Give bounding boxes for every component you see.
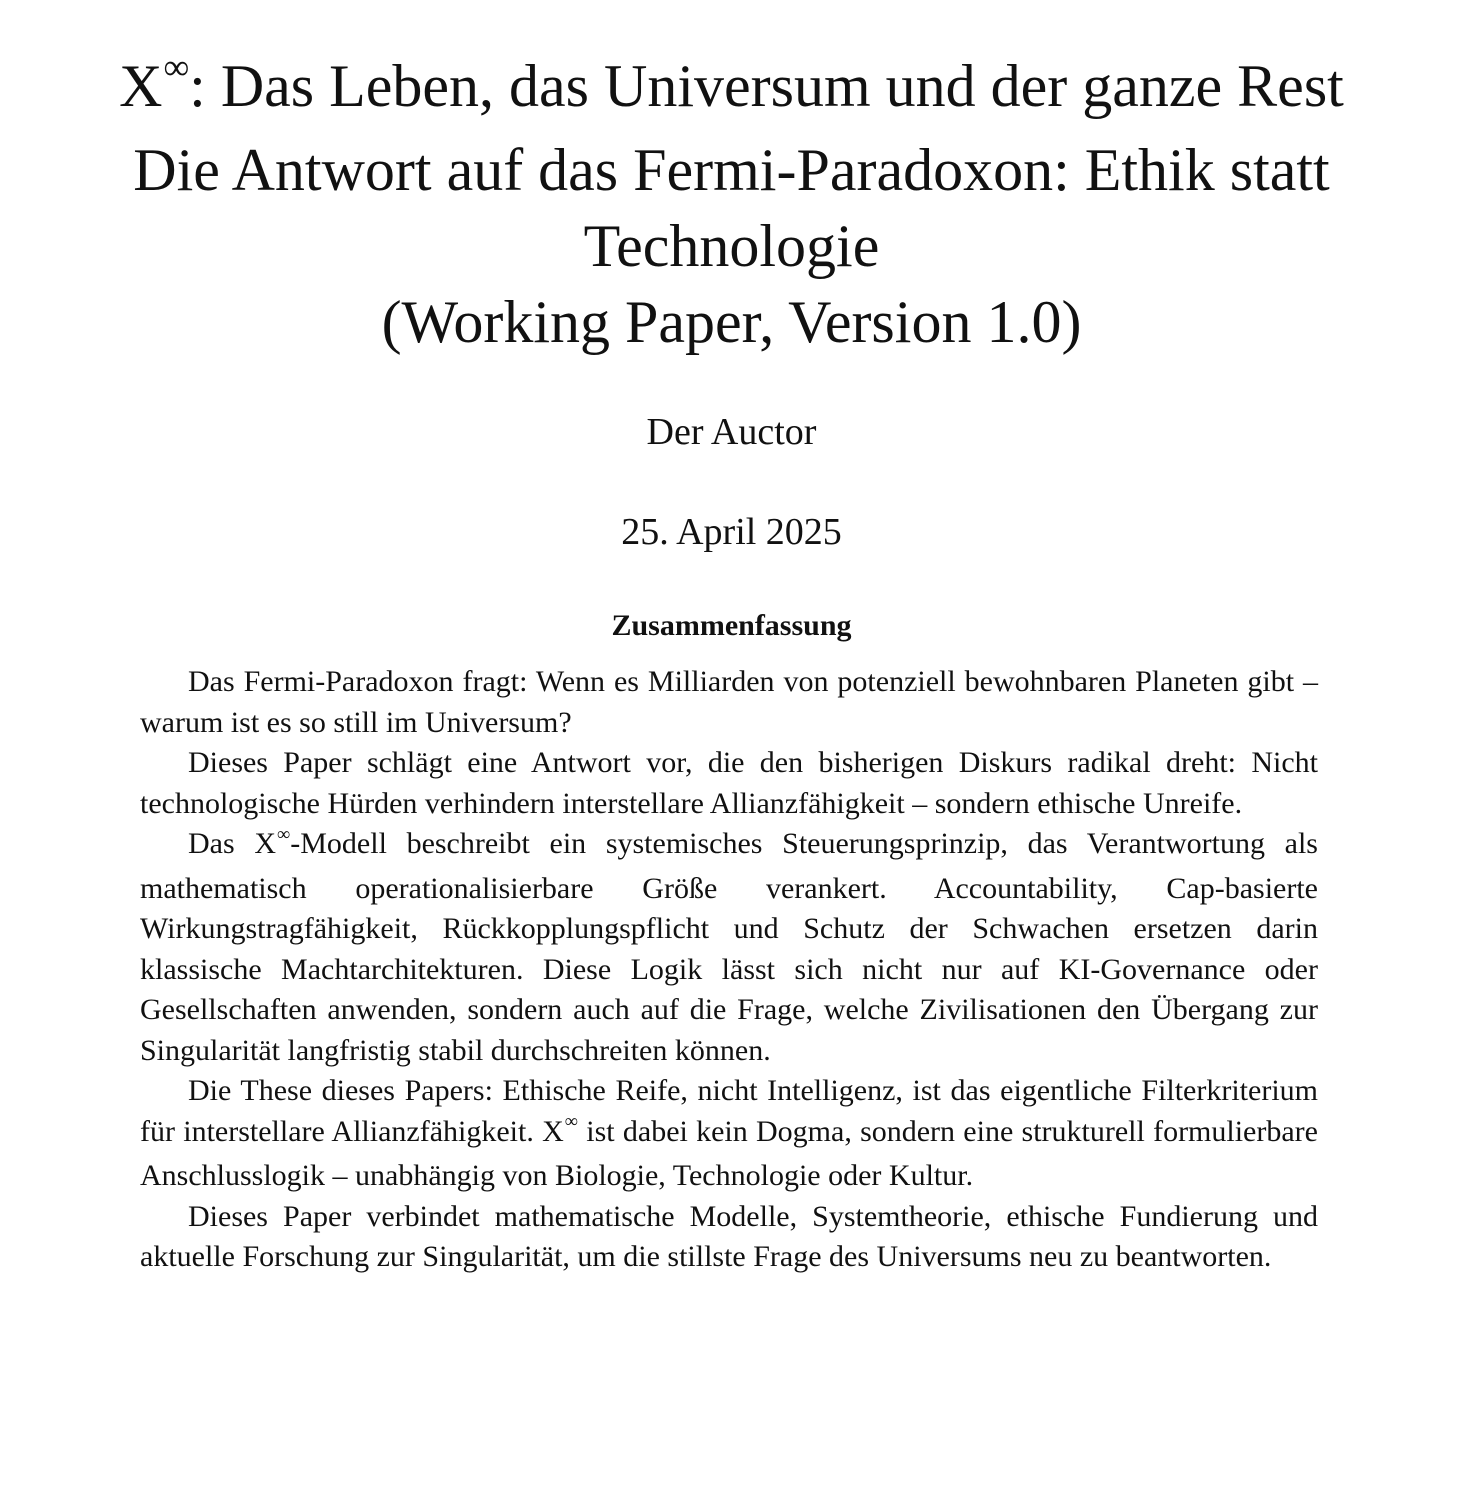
abstract-heading: Zusammenfassung (611, 609, 852, 642)
title-line-2: Die Antwort auf das Fermi-Paradoxon: Ethik statt Technologie (133, 137, 1330, 279)
abstract-paragraph-2: Dieses Paper schlägt eine Antwort vor, die den bisherigen Diskurs radikal dreht: Nicht technologische Hürden verhindern interstellare Allianzfähigkeit – sondern ethische Unreife. (140, 746, 1318, 820)
title-line-1 (40, 48, 1423, 132)
date: 25. April 2025 (621, 511, 842, 553)
abstract-paragraph-4 (140, 1071, 1318, 1197)
p4-part-a: Die These dieses Papers: Ethische Reife, nicht Intelligenz, ist das eigentliche Filterkriterium für interstellare Allianzfähigkeit. X (140, 1074, 1318, 1148)
paper-title (40, 48, 1423, 360)
title-prefix: X (119, 53, 163, 119)
abstract-paragraph-3 (140, 824, 1318, 1071)
p3-infinity-superscript: ∞ (276, 823, 291, 845)
abstract-paragraph-5: Dieses Paper verbindet mathematische Modelle, Systemtheorie, ethische Fundierung und aktuelle Forschung zur Singularität, um die stillste Frage des Universums neu zu beantworten. (140, 1199, 1318, 1273)
abstract-body (140, 662, 1318, 1278)
p3-prefix: Das X (188, 827, 276, 860)
title-infinity-superscript: ∞ (163, 47, 190, 87)
author: Der Auctor (646, 411, 817, 453)
abstract-paragraph-1: Das Fermi-Paradoxon fragt: Wenn es Milliarden von potenziell bewohnbaren Planeten gibt – warum ist es so still im Universum? (140, 665, 1318, 739)
p3-rest: -Modell beschreibt ein systemisches Steuerungsprinzip, das Verantwortung als mathematisch operationalisierbare Größe verankert. Accountability, Cap-basierte Wirkungstragfähigkeit, Rückkopplungspflicht und Schutz der Schwachen ersetzen darin klassische Machtarchitekturen. Diese Logik lässt sich nicht nur auf KI-Governance oder Gesellschaften anwenden, sondern auch auf die Frage, welche Zivilisationen den Übergang zur Singularität langfristig stabil durchschreiten können. (140, 827, 1318, 1067)
p4-part-b: ist dabei kein Dogma, sondern eine strukturell formulierbare Anschlusslogik – unabhängig von Biologie, Technologie oder Kultur. (140, 1114, 1318, 1192)
title-line-3: (Working Paper, Version 1.0) (381, 289, 1082, 355)
title-main: : Das Leben, das Universum und der ganze Rest (189, 53, 1344, 119)
p4-infinity-superscript: ∞ (564, 1111, 579, 1133)
